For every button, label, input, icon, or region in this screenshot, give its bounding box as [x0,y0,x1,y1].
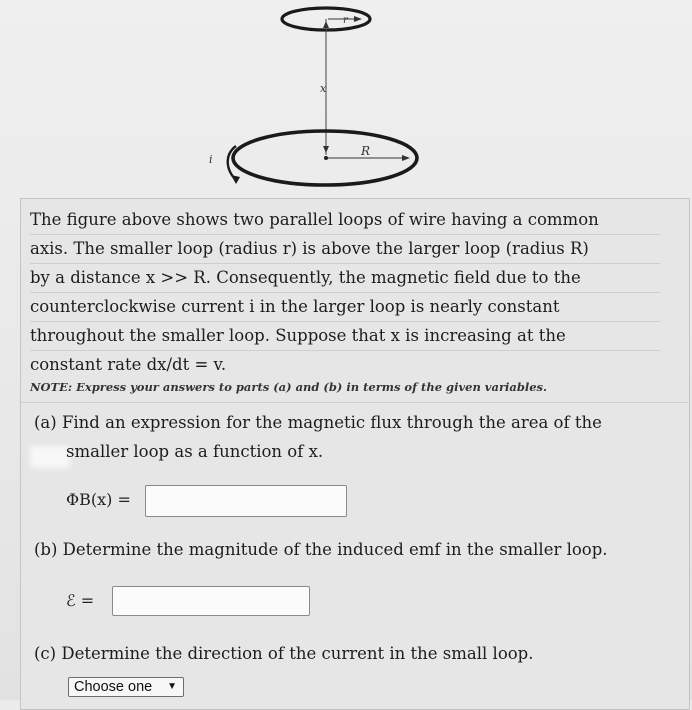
problem-line: The figure above shows two parallel loops of wire having a common [30,206,660,235]
distance-label: x [320,82,327,95]
two-loops-figure [0,0,692,200]
part-b-prompt: (b) Determine the magnitude of the induced emf in the smaller loop. [34,540,608,559]
problem-line: throughout the smaller loop. Suppose that x is increasing at the [30,322,660,351]
large-radius-arrowhead [402,155,410,161]
divider [20,402,688,403]
problem-line: axis. The smaller loop (radius r) is above the larger loop (radius R) [30,235,660,264]
large-radius-label: R [361,144,371,158]
chevron-down-icon: ▼ [167,681,177,692]
part-c-prompt: (c) Determine the direction of the current in the small loop. [34,644,534,663]
part-a-prompt: (a) Find an expression for the magnetic flux through the area of the [34,413,602,432]
emf-label: ℰ = [66,591,95,610]
current-arrowhead [231,175,240,184]
problem-line: counterclockwise current i in the larger loop is nearly constant [30,293,660,322]
emf-answer-input[interactable] [112,586,310,616]
note-text: NOTE: Express your answers to parts (a) and (b) in terms of the given variables. [30,380,548,394]
flux-label: ΦB(x) = [66,490,131,509]
problem-statement [30,206,660,379]
flux-answer-input[interactable] [145,485,347,517]
distance-arrowhead-bottom [323,146,329,153]
part-a-prompt-continued: smaller loop as a function of x. [66,442,324,461]
large-loop-center [324,156,328,160]
screen-glare [30,446,70,468]
direction-select-value: Choose one [74,679,153,695]
problem-line: constant rate dx/dt = v. [30,355,227,374]
small-radius-label: r [343,15,348,26]
small-radius-arrowhead [354,16,362,22]
distance-arrowhead-top [323,21,329,28]
current-label: i [209,153,213,166]
problem-line: by a distance x >> R. Consequently, the magnetic field due to the [30,264,660,293]
direction-select[interactable] [68,677,184,697]
